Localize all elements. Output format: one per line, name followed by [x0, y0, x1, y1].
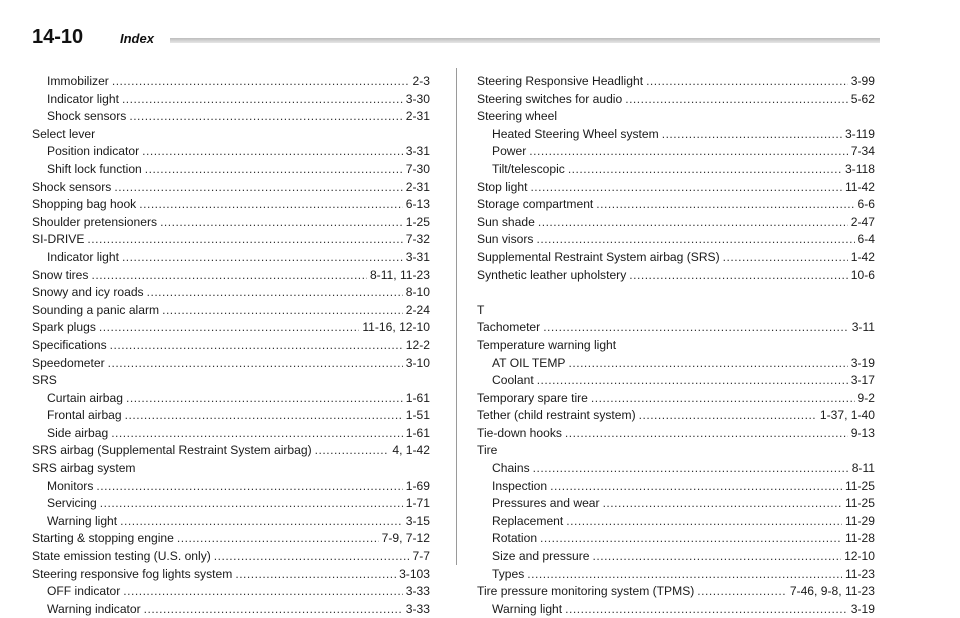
entry-term: Tie-down hooks	[477, 425, 562, 440]
dot-leader	[123, 583, 403, 601]
entry-page-ref: 3-33	[405, 601, 430, 616]
index-entry	[477, 372, 875, 390]
index-entry	[32, 548, 430, 566]
page-header	[32, 26, 932, 56]
index-column-left	[32, 73, 430, 618]
index-entry	[477, 407, 875, 425]
entry-page-ref: 9-2	[857, 390, 875, 405]
entry-page-ref: 7-34	[850, 144, 875, 159]
index-entry	[477, 161, 875, 179]
dot-leader	[533, 460, 849, 478]
dot-leader	[125, 407, 403, 425]
page-number: 14-10	[32, 26, 84, 48]
index-heading: Tire	[477, 443, 498, 458]
entry-page-ref: 1-69	[405, 478, 430, 493]
index-entry	[477, 478, 875, 496]
entry-term: Starting & stopping engine	[32, 531, 174, 546]
index-entry	[477, 495, 875, 513]
entry-page-ref: 3-19	[850, 355, 875, 370]
entry-term: Snowy and icy roads	[32, 285, 144, 300]
index-heading: SRS	[32, 373, 57, 388]
dot-leader	[550, 478, 842, 496]
entry-page-ref: 3-31	[405, 249, 430, 264]
entry-page-ref: 3-15	[405, 513, 430, 528]
index-entry	[477, 196, 875, 214]
dot-leader	[538, 214, 848, 232]
dot-leader	[99, 319, 359, 337]
entry-term: Heated Steering Wheel system	[492, 126, 659, 141]
entry-page-ref: 12-10	[844, 549, 875, 564]
dot-leader	[214, 548, 410, 566]
dot-leader	[723, 249, 848, 267]
index-entry	[32, 355, 430, 373]
entry-term: Indicator light	[47, 249, 119, 264]
dot-leader	[527, 566, 842, 584]
entry-term: Shock sensors	[47, 109, 127, 124]
entry-term: Shift lock function	[47, 161, 142, 176]
entry-page-ref: 5-62	[850, 91, 875, 106]
dot-leader	[235, 566, 396, 584]
entry-page-ref: 7-9, 7-12	[381, 531, 430, 546]
index-entry	[32, 161, 430, 179]
index-entry	[477, 548, 875, 566]
index-entry	[477, 179, 875, 197]
dot-leader	[122, 249, 403, 267]
dot-leader	[108, 355, 403, 373]
index-entry	[32, 231, 430, 249]
dot-leader	[87, 231, 402, 249]
dot-leader	[591, 390, 855, 408]
dot-leader	[110, 337, 403, 355]
index-entry	[477, 249, 875, 267]
index-entry	[477, 231, 875, 249]
index-entry	[32, 302, 430, 320]
entry-page-ref: 11-42	[844, 179, 875, 194]
entry-page-ref: 11-28	[844, 531, 875, 546]
index-entry	[32, 143, 430, 161]
dot-leader	[91, 267, 366, 285]
index-entry	[477, 126, 875, 144]
dot-leader	[592, 548, 841, 566]
entry-page-ref: 3-19	[850, 601, 875, 616]
dot-leader	[565, 425, 848, 443]
entry-term: Coolant	[492, 373, 534, 388]
entry-term: AT OIL TEMP	[492, 355, 566, 370]
entry-term: Temporary spare tire	[477, 390, 588, 405]
entry-term: Indicator light	[47, 91, 119, 106]
dot-leader	[126, 390, 403, 408]
entry-page-ref: 1-71	[405, 496, 430, 511]
dot-leader	[144, 601, 403, 618]
entry-page-ref: 7-32	[405, 232, 430, 247]
index-entry	[477, 143, 875, 161]
entry-term: Warning indicator	[47, 601, 141, 616]
entry-term: Supplemental Restraint System airbag (SRS)	[477, 249, 720, 264]
entry-page-ref: 7-7	[412, 549, 430, 564]
index-entry	[477, 601, 875, 618]
dot-leader	[639, 407, 817, 425]
entry-term: Pressures and wear	[492, 496, 600, 511]
entry-term: Tachometer	[477, 320, 541, 335]
entry-page-ref: 8-11, 11-23	[369, 267, 430, 282]
index-entry	[477, 319, 875, 337]
entry-term: Sun visors	[477, 232, 534, 247]
index-heading: Select lever	[32, 126, 96, 141]
entry-page-ref: 1-42	[850, 249, 875, 264]
index-entry	[32, 583, 430, 601]
dot-leader	[629, 267, 848, 285]
dot-leader	[96, 478, 402, 496]
entry-term: Warning light	[47, 513, 118, 528]
entry-term: State emission testing (U.S. only)	[32, 549, 211, 564]
index-heading: Temperature warning light	[477, 337, 617, 352]
dot-leader	[568, 161, 842, 179]
index-entry	[32, 530, 430, 548]
dot-leader	[139, 196, 403, 214]
entry-term: Curtain airbag	[47, 390, 123, 405]
entry-page-ref: 6-4	[857, 232, 875, 247]
dot-leader	[162, 302, 403, 320]
index-entry	[32, 442, 430, 460]
entry-page-ref: 8-10	[405, 285, 430, 300]
dot-leader	[122, 91, 403, 109]
entry-term: Sun shade	[477, 214, 535, 229]
dot-leader	[697, 583, 787, 601]
index-entry	[32, 425, 430, 443]
entry-term: Steering Responsive Headlight	[477, 74, 644, 88]
index-entry	[477, 390, 875, 408]
index-entry	[32, 108, 430, 126]
entry-term: Rotation	[492, 531, 538, 546]
entry-term: Sounding a panic alarm	[32, 302, 160, 317]
entry-page-ref: 1-25	[405, 214, 430, 229]
dot-leader	[603, 495, 842, 513]
entry-page-ref: 11-23	[844, 566, 875, 581]
entry-page-ref: 1-61	[405, 390, 430, 405]
index-entry	[477, 355, 875, 373]
dot-leader	[111, 425, 403, 443]
dot-leader	[568, 355, 847, 373]
column-divider	[456, 68, 457, 565]
dot-leader	[596, 196, 854, 214]
index-entry	[477, 530, 875, 548]
dot-leader	[112, 73, 410, 91]
entry-page-ref: 4, 1-42	[392, 443, 430, 458]
entry-page-ref: 3-31	[405, 144, 430, 159]
index-entry	[32, 390, 430, 408]
entry-term: Side airbag	[47, 425, 109, 440]
index-entry	[32, 179, 430, 197]
dot-leader	[160, 214, 403, 232]
index-entry	[477, 425, 875, 443]
index-entry	[477, 460, 875, 478]
dot-leader	[662, 126, 842, 144]
entry-page-ref: 1-61	[405, 425, 430, 440]
dot-leader	[129, 108, 402, 126]
entry-page-ref: 3-33	[405, 584, 430, 599]
entry-page-ref: 10-6	[850, 267, 875, 282]
index-entry	[32, 267, 430, 285]
index-entry	[32, 337, 430, 355]
entry-term: Storage compartment	[477, 197, 594, 212]
dot-leader	[625, 91, 848, 109]
entry-term: Monitors	[47, 478, 94, 493]
entry-page-ref: 6-13	[405, 197, 430, 212]
entry-term: Size and pressure	[492, 549, 590, 564]
entry-page-ref: 11-29	[844, 513, 875, 528]
index-entry	[32, 495, 430, 513]
entry-page-ref: 3-118	[844, 161, 875, 176]
header-rule	[170, 38, 880, 43]
dot-leader	[565, 601, 848, 618]
index-entry	[477, 583, 875, 601]
entry-page-ref: 2-3	[412, 74, 430, 88]
entry-term: Snow tires	[32, 267, 89, 282]
entry-page-ref: 3-30	[405, 91, 430, 106]
entry-term: Steering switches for audio	[477, 91, 623, 106]
entry-term: Tilt/telescopic	[492, 161, 565, 176]
entry-page-ref: 1-37, 1-40	[819, 408, 875, 423]
entry-term: Replacement	[492, 513, 564, 528]
entry-page-ref: 3-119	[844, 126, 875, 141]
entry-term: Specifications	[32, 337, 107, 352]
entry-page-ref: 3-99	[850, 74, 875, 88]
entry-term: Power	[492, 144, 527, 159]
entry-term: Types	[492, 566, 525, 581]
dot-leader	[177, 530, 379, 548]
entry-term: Shock sensors	[32, 179, 112, 194]
entry-page-ref: 3-10	[405, 355, 430, 370]
entry-page-ref: 1-51	[405, 408, 430, 423]
dot-leader	[114, 179, 402, 197]
index-entry	[32, 601, 430, 618]
index-entry	[477, 566, 875, 584]
entry-page-ref: 11-16, 12-10	[362, 320, 430, 335]
index-entry	[477, 214, 875, 232]
entry-term: Shoulder pretensioners	[32, 214, 158, 229]
entry-page-ref: 2-47	[850, 214, 875, 229]
entry-page-ref: 2-31	[405, 179, 430, 194]
spacer	[477, 284, 875, 302]
entry-term: Stop light	[477, 179, 528, 194]
index-entry	[32, 91, 430, 109]
dot-leader	[100, 495, 403, 513]
index-entry	[32, 214, 430, 232]
entry-page-ref: 12-2	[405, 337, 430, 352]
entry-term: SI-DRIVE	[32, 232, 85, 247]
index-entry	[32, 284, 430, 302]
index-entry	[477, 73, 875, 91]
index-entry	[32, 407, 430, 425]
entry-term: OFF indicator	[47, 584, 121, 599]
index-entry	[32, 478, 430, 496]
index-heading: Steering wheel	[477, 109, 558, 124]
index-entry	[32, 319, 430, 337]
dot-leader	[566, 513, 842, 531]
entry-term: Frontal airbag	[47, 408, 122, 423]
entry-page-ref: 8-11	[851, 461, 875, 476]
index-entry	[477, 513, 875, 531]
entry-term: Spark plugs	[32, 320, 96, 335]
dot-leader	[530, 179, 842, 197]
index-letter: T	[477, 302, 485, 317]
dot-leader	[646, 73, 848, 91]
entry-term: Chains	[492, 461, 530, 476]
index-entry	[32, 73, 430, 91]
dot-leader	[145, 161, 403, 179]
index-heading: SRS airbag system	[32, 461, 136, 476]
index-entry	[32, 513, 430, 531]
entry-page-ref: 9-13	[850, 425, 875, 440]
entry-term: Immobilizer	[47, 74, 109, 88]
entry-page-ref: 7-46, 9-8, 11-23	[789, 584, 875, 599]
dot-leader	[120, 513, 403, 531]
index-entry	[477, 91, 875, 109]
entry-page-ref: 3-11	[851, 320, 875, 335]
index-entry	[32, 566, 430, 584]
entry-term: Inspection	[492, 478, 548, 493]
entry-term: Tether (child restraint system)	[477, 408, 636, 423]
entry-page-ref: 3-17	[850, 373, 875, 388]
entry-page-ref: 2-31	[405, 109, 430, 124]
entry-page-ref: 11-25	[844, 478, 875, 493]
dot-leader	[142, 143, 403, 161]
dot-leader	[529, 143, 848, 161]
entry-page-ref: 6-6	[857, 197, 875, 212]
entry-term: Speedometer	[32, 355, 105, 370]
entry-page-ref: 2-24	[405, 302, 430, 317]
entry-term: Position indicator	[47, 144, 140, 159]
index-entry	[32, 249, 430, 267]
index-entry	[477, 267, 875, 285]
entry-term: Tire pressure monitoring system (TPMS)	[477, 584, 695, 599]
entry-page-ref: 7-30	[405, 161, 430, 176]
entry-page-ref: 3-103	[399, 566, 430, 581]
entry-term: Synthetic leather upholstery	[477, 267, 627, 282]
entry-page-ref: 11-25	[844, 496, 875, 511]
dot-leader	[540, 530, 842, 548]
dot-leader	[536, 231, 854, 249]
dot-leader	[315, 442, 390, 460]
index-column-right	[477, 73, 875, 618]
section-title: Index	[120, 31, 154, 46]
index-entry	[32, 196, 430, 214]
entry-term: Warning light	[492, 601, 563, 616]
entry-term: Servicing	[47, 496, 97, 511]
entry-term: Shopping bag hook	[32, 197, 137, 212]
dot-leader	[147, 284, 403, 302]
dot-leader	[537, 372, 848, 390]
entry-term: SRS airbag (Supplemental Restraint System airbag)	[32, 443, 312, 458]
dot-leader	[543, 319, 849, 337]
entry-term: Steering responsive fog lights system	[32, 566, 233, 581]
